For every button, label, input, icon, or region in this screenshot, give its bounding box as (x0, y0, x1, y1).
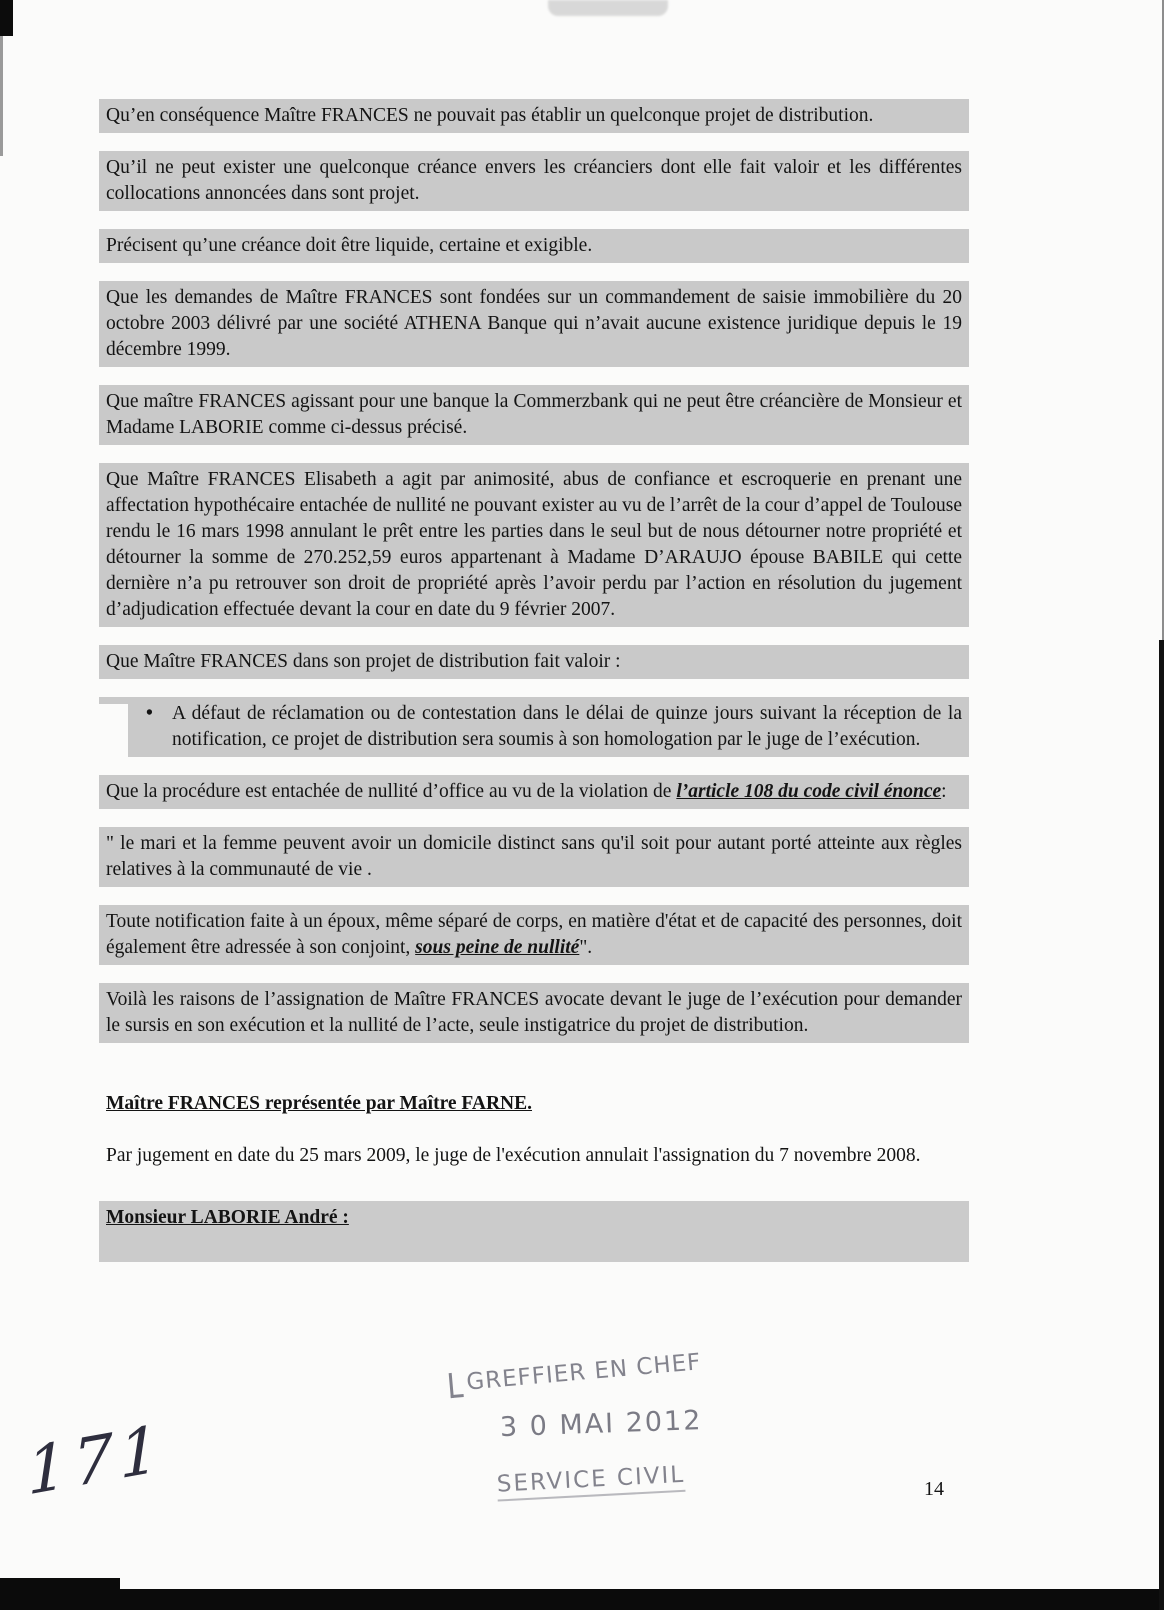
scan-white-notch-artifact (94, 704, 128, 762)
greffier-stamp (449, 1350, 756, 1504)
bullet-item (100, 698, 968, 756)
paragraph-creance-creanciers: Qu’il ne peut exister une quelconque créance envers les créanciers dont elle fait valoir et les différentes collocations annoncées dans sont projet. (100, 152, 968, 210)
scan-smudge-artifact (548, 0, 668, 16)
paragraph-notification-epoux (100, 906, 968, 964)
paragraph-animosite: Que Maître FRANCES Elisabeth a agit par animosité, abus de confiance et escroquerie en prenant une affectation hypothécaire entachée de nullité ne pouvant exister au vu de l’arrêt de la cour d’appel de Toulouse rendu le 16 mars 1998 annulant le prêt entre les parties dans le seul but de nous détourner notre propriété et détourner la somme de 270.252,59 euros appartenant à Madame D’ARAUJO épouse BABILE qui cette dernière n’a pu retrouver son droit de propriété après l’avoir perdu par l’action en résolution du jugement d’adjudication effectuée devant la cour en date du 9 février 2007. (100, 464, 968, 626)
paragraph-article-108-lead: Que la procédure est entachée de nullité d’office au vu de la violation de (106, 781, 677, 802)
scan-edge-artifact (1159, 640, 1164, 1610)
bullet-text: A défaut de réclamation ou de contestation dans le délai de quinze jours suivant la réception de la notification, ce projet de distribution sera soumis à son homologation par le juge de l’exécution. (172, 703, 962, 750)
paragraph-article-108 (100, 776, 968, 808)
page-number: 14 (924, 1478, 944, 1500)
paragraph-notification-lead: Toute notification faite à un époux, même séparé de corps, en matière d'état et de capacité des personnes, doit également être adressée à son conjoint, (106, 911, 962, 958)
stamp-line-service: SERVICE CIVIL (496, 1462, 686, 1502)
stamp-line-date: 3 0 MAI 2012 (499, 1405, 703, 1444)
paragraph-projet-distribution: Que Maître FRANCES dans son projet de distribution fait valoir : (100, 646, 968, 678)
sous-peine-nullite-emphasis: sous peine de nullité (415, 937, 580, 958)
document-content (100, 100, 968, 1261)
stamp-greffier-text: GREFFIER EN CHEF (465, 1349, 703, 1396)
stamp-mark-icon (449, 1372, 464, 1398)
handwritten-folio-number: 171 (25, 1411, 167, 1511)
scan-edge-artifact (0, 36, 3, 156)
paragraph-creance-liquide: Précisent qu’une créance doit être liquide, certaine et exigible. (100, 230, 968, 262)
paragraph-consequence: Qu’en conséquence Maître FRANCES ne pouvait pas établir un quelconque projet de distribution. (100, 100, 968, 132)
heading-maitre-frances: Maître FRANCES représentée par Maître FARNE. (106, 1093, 533, 1114)
heading-monsieur-laborie: Monsieur LABORIE André : (100, 1202, 968, 1261)
paragraph-commerzbank: Que maître FRANCES agissant pour une banque la Commerzbank qui ne peut être créancière de Monsieur et Madame LABORIE comme ci-dessus précisé. (100, 386, 968, 444)
paragraph-commandement-saisie: Que les demandes de Maître FRANCES sont fondées sur un commandement de saisie immobilière du 20 octobre 2003 délivré par une société ATHENA Banque qui n’avait aucune existence juridique depuis le 19 décembre 1999. (100, 282, 968, 366)
paragraph-jugement-2009: Par jugement en date du 25 mars 2009, le juge de l'exécution annulait l'assignation du 7 novembre 2008. (106, 1145, 921, 1166)
article-108-emphasis: l’article 108 du code civil énonce (676, 781, 942, 802)
paragraph-article-108-colon: : (941, 781, 947, 802)
scan-edge-artifact (0, 0, 13, 36)
bullet-icon: • (146, 703, 153, 724)
scan-edge-artifact (0, 1578, 120, 1610)
paragraph-notification-end: ". (579, 937, 593, 958)
scan-edge-artifact (0, 1589, 1164, 1610)
stamp-line-greffier (448, 1345, 749, 1398)
paragraph-citation-domicile: " le mari et la femme peuvent avoir un domicile distinct sans qu'il soit pour autant porté atteinte aux règles relatives à la communauté de vie . (100, 828, 968, 886)
paragraph-assignation: Voilà les raisons de l’assignation de Maître FRANCES avocate devant le juge de l’exécution pour demander le sursis en son exécution et la nullité de l’acte, seule instigatrice du projet de distribution. (100, 984, 968, 1042)
